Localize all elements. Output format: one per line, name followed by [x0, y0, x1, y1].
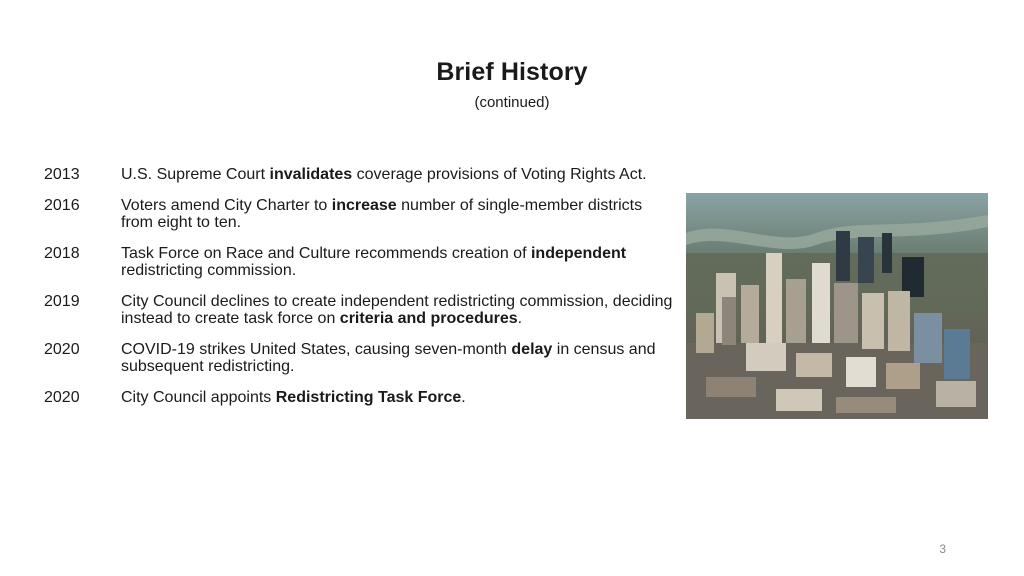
timeline-entry [44, 341, 674, 375]
timeline-entry [44, 166, 674, 183]
entry-text: . [517, 310, 523, 327]
timeline-entry [44, 197, 674, 231]
entry-text: U.S. Supreme Court [121, 166, 270, 183]
entry-year: 2013 [44, 166, 80, 183]
entry-text: City Council declines to create independent redistricting commission, deciding instead to create task force on [121, 293, 673, 327]
page-number: 3 [939, 542, 946, 556]
entry-year: 2020 [44, 389, 80, 406]
timeline-entry [44, 293, 674, 327]
entry-emphasis: invalidates [269, 166, 353, 183]
entry-year: 2020 [44, 341, 80, 358]
entry-year: 2019 [44, 293, 80, 310]
entry-year: 2018 [44, 245, 80, 262]
entry-text: redistricting commission. [121, 262, 297, 279]
entry-text: Task Force on Race and Culture recommends creation of [121, 245, 531, 262]
entry-text: . [461, 389, 466, 406]
timeline-entry [44, 245, 674, 279]
entry-emphasis: delay [511, 341, 553, 358]
history-timeline [44, 166, 674, 420]
slide-subtitle: (continued) [474, 94, 550, 111]
entry-description [121, 389, 674, 406]
entry-year: 2016 [44, 197, 80, 214]
entry-text: City Council appoints [121, 389, 276, 406]
entry-emphasis: Redistricting Task Force [275, 389, 462, 406]
entry-emphasis: independent [530, 245, 627, 262]
entry-text: COVID-19 strikes United States, causing seven-month [121, 341, 512, 358]
entry-emphasis: criteria and procedures [339, 310, 518, 327]
slide-title: Brief History [436, 58, 588, 86]
entry-emphasis: increase [331, 197, 397, 214]
entry-description [121, 166, 674, 183]
entry-description [121, 197, 674, 231]
entry-description [121, 245, 674, 279]
timeline-entry [44, 389, 674, 406]
entry-description [121, 341, 674, 375]
entry-text: coverage provisions of Voting Rights Act. [352, 166, 647, 183]
entry-text: number of single-member districts from eight to ten. [121, 197, 643, 231]
city-skyline-photo [686, 193, 988, 419]
entry-text: in census and subsequent redistricting. [121, 341, 656, 375]
entry-description [121, 293, 674, 327]
entry-text: Voters amend City Charter to [121, 197, 332, 214]
